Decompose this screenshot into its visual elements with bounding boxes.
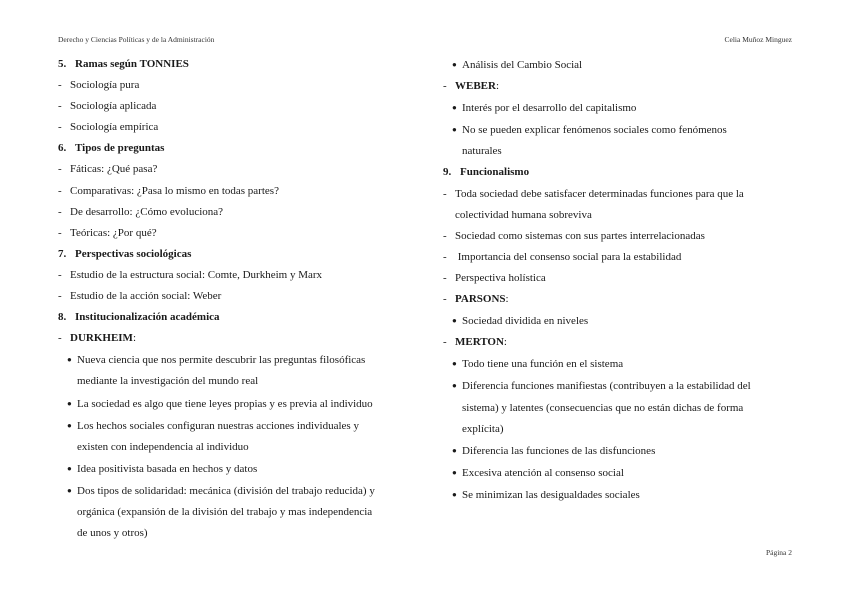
bullet-item: ● Idea positivista basada en hechos y datos xyxy=(67,462,258,475)
list-item: - Sociología aplicada xyxy=(58,100,157,113)
list-item: - Sociedad como sistemas con sus partes interrelacionadas xyxy=(443,229,705,242)
author-heading-merton: - MERTON: xyxy=(443,336,507,349)
author-heading-parsons: - PARSONS: xyxy=(443,293,509,306)
section-heading-8: 8. Institucionalización académica xyxy=(58,311,220,324)
section-heading-5: 5. Ramas según TONNIES xyxy=(58,58,189,70)
section-heading-6: 6. Tipos de preguntas xyxy=(58,142,165,155)
bullet-continuation: existen con independencia al individuo xyxy=(77,440,249,453)
bullet-item: ● No se pueden explicar fenómenos sociales como fenómenos xyxy=(452,124,727,137)
bullet-item: ● Sociedad dividida en niveles xyxy=(452,315,589,328)
bullet-item: ● Diferencia las funciones de las disfunciones xyxy=(452,444,656,457)
list-item: - Comparativas: ¿Pasa lo mismo en todas partes? xyxy=(58,184,279,197)
bullet-continuation: de unos y otros) xyxy=(77,527,148,540)
bullet-item: ● Dos tipos de solidaridad: mecánica (división del trabajo reducida) y xyxy=(67,484,375,497)
list-item: - Estudio de la estructura social: Comte, Durkheim y Marx xyxy=(58,268,323,281)
author-heading-durkheim: - DURKHEIM: xyxy=(58,332,137,345)
bullet-item: ● Diferencia funciones manifiestas (contribuyen a la estabilidad del xyxy=(452,380,751,393)
list-item: - Importancia del consenso social para la estabilidad xyxy=(443,250,682,263)
section-heading-7: 7. Perspectivas sociológicas xyxy=(58,247,192,260)
bullet-continuation: sistema) y latentes (consecuencias que no están dichas de forma xyxy=(462,401,744,414)
list-item: - Estudio de la acción social: Weber xyxy=(58,290,222,303)
list-item: - Teóricas: ¿Por qué? xyxy=(58,226,157,239)
right-column xyxy=(443,54,793,506)
bullet-item: ● Nueva ciencia que nos permite descubrir las preguntas filosóficas xyxy=(67,354,366,367)
bullet-item: ● Interés por el desarrollo del capitalismo xyxy=(452,102,637,115)
section-heading-9: 9. Funcionalismo xyxy=(443,166,530,179)
bullet-item: ● Se minimizan las desigualdades sociales xyxy=(452,488,640,501)
list-item: - Sociología empírica xyxy=(58,121,159,134)
list-item: - De desarrollo: ¿Cómo evoluciona? xyxy=(58,205,224,218)
author-heading-weber: - WEBER: xyxy=(443,80,500,93)
running-header-author: Celia Muñoz Minguez xyxy=(724,35,792,44)
bullet-item: ● La sociedad es algo que tiene leyes propias y es previa al individuo xyxy=(67,397,373,410)
left-column xyxy=(58,54,408,544)
list-item: - Sociología pura xyxy=(58,79,140,92)
page-number: Página 2 xyxy=(765,548,792,557)
list-item: - Fáticas: ¿Qué pasa? xyxy=(58,163,158,176)
list-item: - Perspectiva holística xyxy=(443,271,546,284)
running-header-course: Derecho y Ciencias Políticas y de la Administración xyxy=(58,35,215,44)
bullet-item: ● Excesiva atención al consenso social xyxy=(452,466,624,479)
bullet-item: ● Los hechos sociales configuran nuestras acciones individuales y xyxy=(67,419,359,432)
list-item-continuation: colectividad humana sobreviva xyxy=(455,208,592,221)
list-item: - Toda sociedad debe satisfacer determinadas funciones para que la xyxy=(443,187,744,200)
bullet-item: ● Todo tiene una función en el sistema xyxy=(452,358,624,371)
bullet-continuation: naturales xyxy=(462,145,502,158)
bullet-item: ● Análisis del Cambio Social xyxy=(452,59,583,71)
bullet-continuation: mediante la investigación del mundo real xyxy=(77,375,259,388)
bullet-continuation: orgánica (expansión de la división del trabajo y mas independencia xyxy=(77,505,373,518)
bullet-continuation: explícita) xyxy=(462,422,504,435)
